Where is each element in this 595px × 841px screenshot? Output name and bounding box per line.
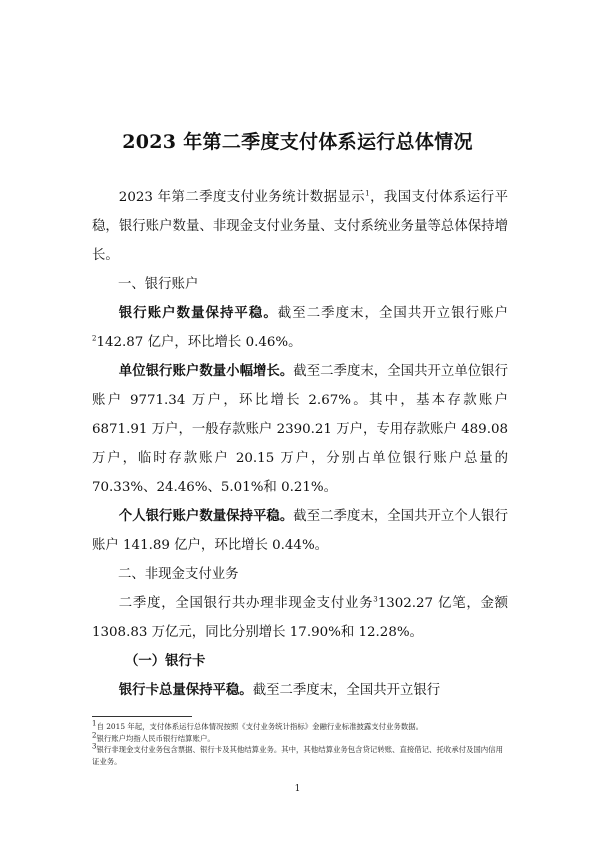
noncash-p1-text-b: 1302.27 亿笔，金额 1308.83 万亿元，同比分别增长 17.90%和 12.28%。 (92, 596, 508, 640)
footnotes (92, 721, 506, 767)
noncash-paragraph-1 (92, 589, 508, 647)
accounts-paragraph-1 (92, 299, 508, 357)
footnote-3 (92, 744, 506, 767)
footnote-1-text: 自 2015 年起，支付体系运行总体情况按照《支付业务统计指标》金融行业标准披露支付业务数据。 (96, 722, 423, 731)
page-title: 2023 年第二季度支付体系运行总体情况 (122, 131, 473, 153)
accounts-p3-text: 截至二季度末，全国共开立个人银行账户 141.89 亿户，环比增长 0.44%。 (92, 509, 508, 553)
footnote-1 (92, 721, 506, 733)
intro-paragraph (92, 183, 508, 270)
bank-card-lead: 银行卡总量保持平稳。 (118, 682, 253, 698)
accounts-paragraph-2 (92, 357, 508, 502)
noncash-p1-text-a: 二季度，全国银行共办理非现金支付业务 (118, 596, 374, 611)
footnote-3-text: 银行非现金支付业务包含票据、银行卡及其他结算业务。其中，其他结算业务包含贷记转账、直接借记、托收承付及国内信用证业务。 (92, 745, 503, 766)
intro-text-b: ，我国支付体系运行平稳，银行账户数量、非现金支付业务量、支付系统业务量等总体保持增长。 (92, 190, 509, 263)
page-number: 1 (294, 784, 301, 794)
footnote-3-marker: 3 (92, 742, 97, 751)
subsection-heading-bank-card: （一）银行卡 (125, 654, 206, 669)
accounts-p1-text-a: 截至二季度末，全国共开立银行账户 (277, 306, 509, 321)
footnote-ref-3[interactable]: 3 (373, 595, 378, 604)
footnote-2-marker: 2 (92, 731, 97, 740)
accounts-p2-lead: 单位银行账户数量小幅增长。 (118, 363, 294, 379)
footnote-2-text: 银行账户均指人民币银行结算账户。 (96, 733, 215, 743)
footnote-divider (92, 716, 192, 717)
footnote-ref-1[interactable]: 1 (365, 189, 370, 198)
footnote-ref-2[interactable]: 2 (92, 334, 97, 343)
bank-card-paragraph (92, 676, 508, 705)
body-text (92, 183, 508, 705)
accounts-p1-lead: 银行账户数量保持平稳。 (118, 305, 278, 321)
bank-card-text: 截至二季度末，全国共开立银行 (252, 683, 441, 698)
intro-text-a: 2023 年第二季度支付业务统计数据显示 (118, 190, 366, 205)
section-heading-accounts: 一、银行账户 (118, 277, 199, 292)
accounts-p1-text-b: 142.87 亿户，环比增长 0.46%。 (96, 335, 302, 350)
footnote-2 (92, 733, 506, 745)
footnote-1-marker: 1 (92, 719, 97, 728)
accounts-paragraph-3 (92, 502, 508, 560)
accounts-p3-lead: 个人银行账户数量保持平稳。 (118, 508, 294, 524)
section-heading-noncash: 二、非现金支付业务 (118, 567, 239, 582)
accounts-p2-text: 截至二季度末，全国共开立单位银行账户 9771.34 万户，环比增长 2.67%。其中，基本存款账户 6871.91 万户，一般存款账户 2390.21 万户，专用存款账户 489.08 万户，临时存款账户 20.15 万户，分别占单位银行账户总量的 70.33%、24.46%、5.01%和 0.21%。 (92, 364, 508, 495)
